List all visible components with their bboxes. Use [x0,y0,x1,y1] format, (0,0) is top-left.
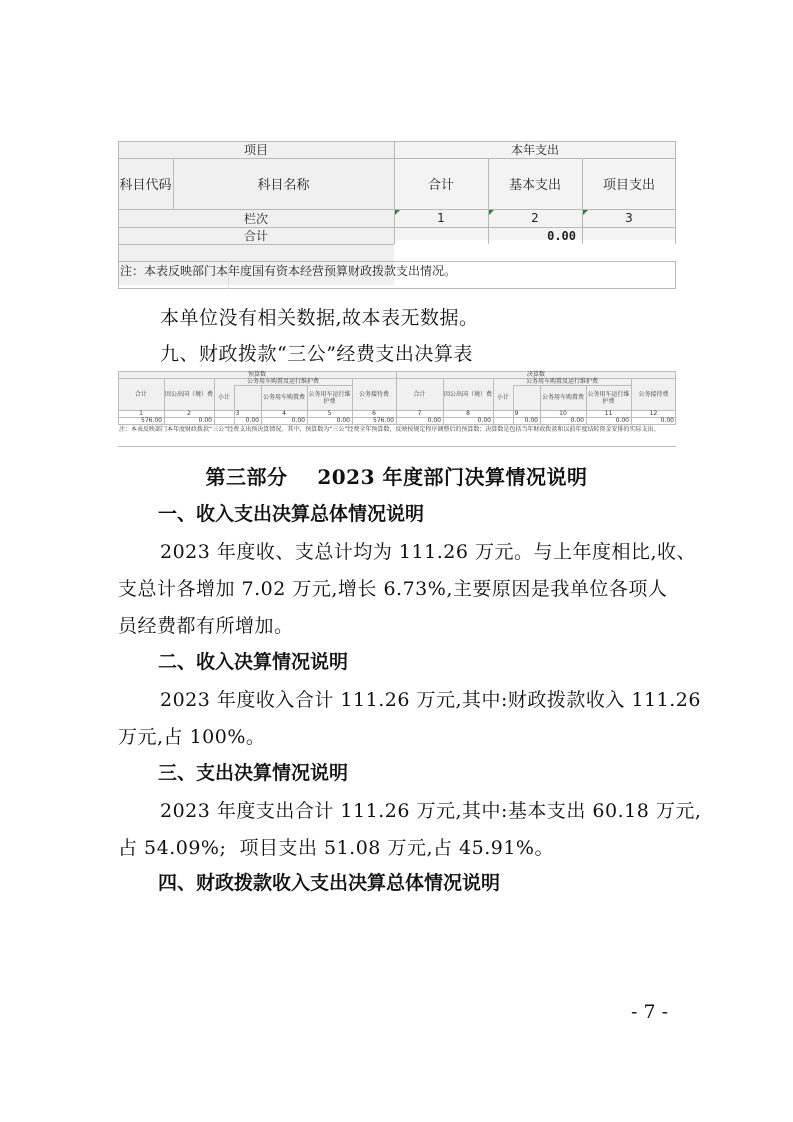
t2-col-num: 7 [417,410,422,417]
section4-title: 四、财政拨款收入支出决算总体情况说明 [158,872,501,894]
t2-value: 576.00 [141,417,162,424]
t2-col-num: 11 [604,410,613,417]
t2-col-num: 10 [559,410,567,417]
col-row-label: 栏次 [243,211,268,226]
table2-note: 注：本表反映部门本年度财政拨款“三公”经费支出预决算情况。其中，预算数为“三公”经费全年预算数，反映按规定程序调整后的预算数；决算数是包括当年财政拨款和以前年度结转资金安排的实际支出。 [119,426,660,433]
t2-col-num: 3 [235,410,240,417]
total-row-label: 合计 [243,229,268,243]
section3-line1: 2023 年度支出合计 111.26 万元,其中:基本支出 60.18 万元, [160,800,702,822]
three-public-expense-table [118,371,676,447]
t2-b-car-purchase: 公务用车购置费 [262,394,305,401]
page-number: - 7 - [631,1001,669,1023]
t2-value: 0.00 [427,417,441,424]
header-code: 科目代码 [119,178,172,193]
t2-f-reception: 公务接待费 [638,390,669,398]
col-num-3: 3 [625,211,633,225]
section3-line2: 占 54.09%; 项目支出 51.08 万元,占 45.91%。 [118,837,554,859]
state-capital-expense-table [118,141,676,289]
header-total: 合计 [427,178,454,193]
section2-title: 二、收入决算情况说明 [158,651,349,673]
t2-car-group-f: 公务用车购置及运行维护费 [525,378,598,385]
t2-f-total: 合计 [413,390,426,398]
part3-title: 第三部分 2023 年度部门决算情况说明 [205,465,588,489]
t2-value: 0.00 [570,417,584,424]
section1-line2: 支总计各增加 7.02 万元,增长 6.73%,主要原因是我单位各项人 [118,578,668,600]
section2-line1: 2023 年度收入合计 111.26 万元,其中:财政拨款收入 111.26 [160,689,701,711]
t2-col-num: 8 [466,410,470,417]
header-item: 项目 [243,143,268,157]
col-num-2: 2 [531,211,539,225]
section2-line2: 万元,占 100%。 [118,726,266,748]
section9-title: 九、财政拨款“三公”经费支出决算表 [160,343,473,365]
t2-value: 0.00 [524,417,538,424]
t2-budget-header: 预算数 [247,371,266,378]
t2-f-car-purchase: 公务用车购置费 [541,394,584,401]
section3-title: 三、支出决算情况说明 [158,762,349,784]
t2-col-num: 2 [187,410,191,417]
header-name: 科目名称 [257,178,310,193]
t2-col-num: 12 [649,410,658,417]
t2-col-num: 6 [372,410,376,417]
t2-value: 0.00 [336,417,350,424]
t2-b-car-run: 公务用车运行维护费 [308,390,351,405]
t2-col-num: 1 [139,410,143,417]
t2-col-num: 9 [514,410,519,417]
section1-line1: 2023 年度收、支总计均为 111.26 万元。与上年度相比,收、 [160,541,696,563]
no-data-text: 本单位没有相关数据,故本表无数据。 [160,307,479,329]
t2-col-num: 5 [327,410,332,417]
t2-b-subtotal: 小计 [217,394,230,401]
section1-title: 一、收入支出决算总体情况说明 [158,503,425,525]
t2-f-abroad: 因公出国（境）费 [443,390,492,398]
t2-value: 0.00 [615,417,629,424]
header-project: 项目支出 [602,178,655,193]
t2-value: 0.00 [245,417,259,424]
t2-car-group-b: 公务用车购置及运行维护费 [246,378,319,385]
t2-b-total: 合计 [134,390,147,398]
col-num-1: 1 [437,211,445,225]
section1-line3: 员经费都有所增加。 [118,615,294,637]
header-basic: 基本支出 [508,178,561,193]
t2-value: 0.00 [291,417,305,424]
t2-f-car-run: 公务用车运行维护费 [587,390,630,405]
t2-b-reception: 公务接待费 [358,390,389,398]
t2-value: 576.00 [373,417,394,424]
t2-value: 0.00 [198,417,212,424]
t2-final-header: 决算数 [526,371,545,378]
t2-value: 0.00 [477,417,491,424]
table1-note: 注：本表反映部门本年度国有资本经营预算财政拨款支出情况。 [120,263,457,278]
total-row-value: 0.00 [547,228,576,243]
t2-col-num: 4 [282,410,286,417]
t2-f-subtotal: 小计 [496,394,509,401]
t2-b-abroad: 因公出国（境）费 [164,390,213,398]
t2-value: 0.00 [660,417,674,424]
header-current-expense: 本年支出 [510,143,559,157]
